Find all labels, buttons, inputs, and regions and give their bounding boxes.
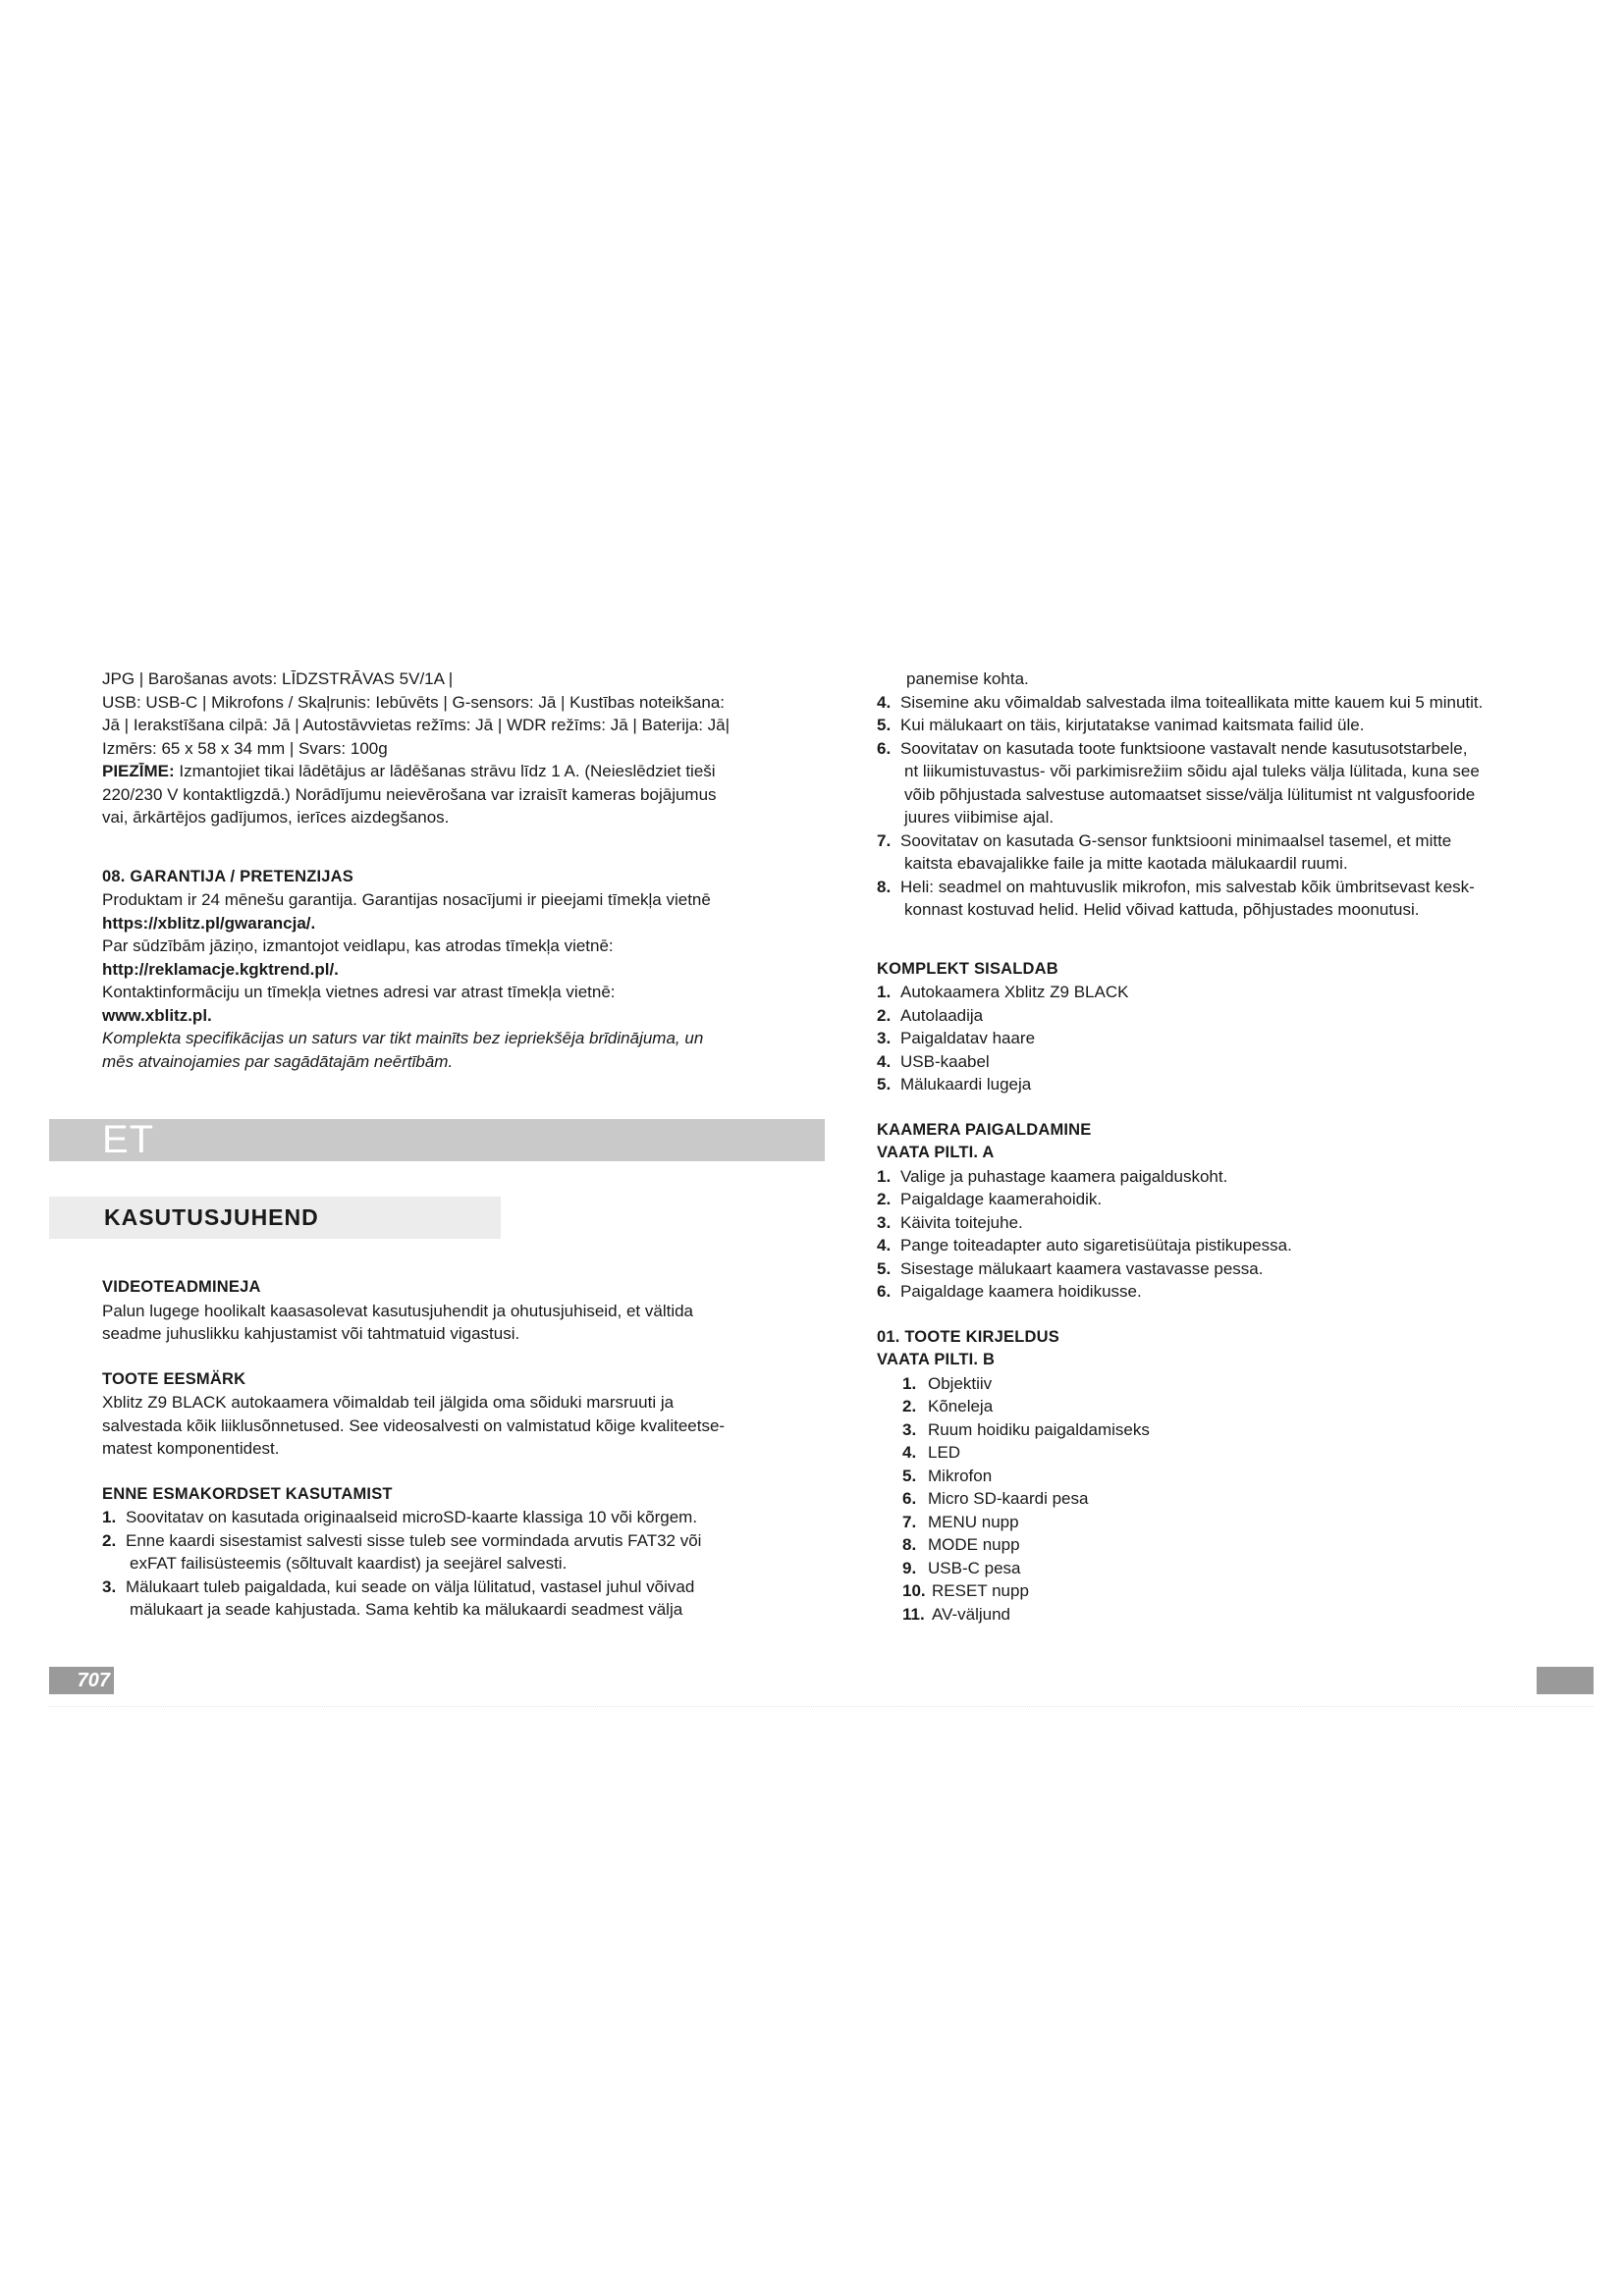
item-number: 5. [877, 1258, 892, 1278]
spacer [102, 1461, 780, 1483]
kit-heading: KOMPLEKT SISALDAB [877, 959, 1058, 978]
list-item [877, 1280, 1544, 1304]
list-item [902, 1441, 1544, 1465]
item-number: 3. [902, 1419, 917, 1439]
list-item [877, 829, 1544, 876]
list-item [877, 737, 1544, 829]
list-item [902, 1418, 1544, 1442]
list-item [102, 1575, 780, 1622]
list-item [902, 1557, 1544, 1580]
item-number: 5. [902, 1466, 917, 1485]
specs-line: Izmērs: 65 x 58 x 34 mm | Svars: 100g [102, 738, 388, 758]
item-text: Paigaldage kaamerahoidik. [900, 1190, 1103, 1208]
left-column-top [102, 667, 780, 1073]
item-text: nt liikumistuvastus- või parkimisrežiim sõidu ajal tuleks välja lülitada, kuna see [904, 762, 1480, 780]
list-item [877, 714, 1544, 737]
item-number: 3. [877, 1029, 892, 1047]
list-item [902, 1603, 1544, 1627]
spacer [877, 922, 1544, 944]
right-page-tab [1537, 1667, 1594, 1694]
complaint-text: Par sūdzībām jāziņo, izmantojot veidlapu, kas atrodas tīmekļa vietnē: [102, 936, 614, 955]
list-item [877, 1165, 1544, 1189]
item-number: 2. [902, 1397, 917, 1415]
item-number: 2. [102, 1530, 117, 1550]
language-code: ET [102, 1118, 155, 1161]
spacer [877, 1096, 1544, 1119]
item-text: Soovitatav on kasutada G-sensor funktsiooni minimaalsel tasemel, et mitte [900, 830, 1452, 850]
item-text: Pange toiteadapter auto sigaretisüütaja pistikupessa. [900, 1236, 1292, 1255]
warranty-section [102, 866, 780, 1074]
item-number: 2. [877, 1005, 892, 1025]
item-text: Heli: seadmel on mahtuvuslik mikrofon, mis salvestab kõik ümbritsevast kesk- [900, 877, 1475, 896]
specs-line: USB: USB-C | Mikrofons / Skaļrunis: Iebūvēts | G-sensors: Jā | Kustības noteikšana: [102, 692, 725, 712]
item-text: kaitsta ebavajalikke faile ja mitte kaotada mälukaardil ruumi. [904, 854, 1348, 873]
page-number-tab [49, 1667, 114, 1694]
parts-list [902, 1372, 1544, 1627]
item-text: AV-väljund [932, 1604, 1011, 1624]
list-item [902, 1465, 1544, 1488]
list-item [102, 1506, 780, 1529]
first-use-list [102, 1506, 780, 1622]
description-heading: 01. TOOTE KIRJELDUS [877, 1327, 1059, 1346]
kit-list [877, 981, 1544, 1096]
complaint-link[interactable]: http://reklamacje.kgktrend.pl/. [102, 959, 339, 979]
list-item [102, 1529, 780, 1575]
list-item [877, 1073, 1544, 1096]
right-column [877, 667, 1544, 1626]
item-text: MODE nupp [928, 1535, 1020, 1554]
item-text: juures viibimise ajal. [904, 808, 1055, 827]
manual-title-bar [49, 1197, 501, 1239]
item-number: 1. [877, 983, 892, 1001]
info-line: seadme juhuslikku kahjustamist või tahtmatuid vigastusi. [102, 1324, 520, 1343]
spacer [877, 1304, 1544, 1326]
list-item [902, 1395, 1544, 1418]
install-heading: KAAMERA PAIGALDAMINE [877, 1120, 1092, 1139]
item-number: 7. [877, 830, 892, 850]
purpose-heading: TOOTE EESMÄRK [102, 1369, 246, 1388]
item-text: Soovitatav on kasutada toote funktsioone vastavalt nende kasutusotstarbele, [900, 738, 1468, 758]
list-item [877, 1027, 1544, 1050]
warranty-link[interactable]: https://xblitz.pl/gwarancja/. [102, 913, 316, 933]
left-column-et [102, 1276, 780, 1622]
item-text: Mälukaardi lugeja [900, 1075, 1032, 1094]
list-item [877, 876, 1544, 922]
page-number: 707 [77, 1670, 110, 1691]
item-number: 1. [102, 1508, 117, 1526]
item-number: 4. [877, 1051, 892, 1071]
item-text: Paigaldatav haare [900, 1029, 1036, 1047]
item-number: 3. [877, 1212, 892, 1232]
item-text: mälukaart ja seade kahjustada. Sama kehtib ka mälukaardi seadmest välja [130, 1600, 683, 1619]
info-line: Palun lugege hoolikalt kaasasolevat kasutusjuhendit ja ohutusjuhiseid, et vältida [102, 1301, 694, 1320]
list-item [877, 1257, 1544, 1281]
footer-rule [49, 1706, 1594, 1707]
item-number: 11. [902, 1604, 925, 1624]
contact-link[interactable]: www.xblitz.pl. [102, 1005, 212, 1025]
note-line: vai, ārkārtējos gadījumos, ierīces aizdegšanos. [102, 808, 450, 827]
item-text: konnast kostuvad helid. Helid võivad kattuda, põhjustades moonutusi. [904, 900, 1420, 919]
list-item [877, 1234, 1544, 1257]
item-text: RESET nupp [932, 1581, 1029, 1600]
item-number: 1. [877, 1166, 892, 1186]
item-number: 6. [902, 1489, 917, 1508]
item-text: Mikrofon [928, 1466, 993, 1485]
list-item [902, 1487, 1544, 1511]
description-subheading: VAATA PILTI. B [877, 1351, 996, 1368]
contact-text: Kontaktinformāciju un tīmekļa vietnes adresi var atrast tīmekļa vietnē: [102, 983, 616, 1001]
item-text: Soovitatav on kasutada originaalseid microSD-kaarte klassiga 10 või kõrgem. [126, 1508, 698, 1526]
list-item [877, 1004, 1544, 1028]
item-number: 6. [877, 738, 892, 758]
item-text: MENU nupp [928, 1512, 1019, 1531]
continuation-text: panemise kohta. [906, 669, 1029, 688]
purpose-line: salvestada kõik liiklusõnnetused. See videosalvesti on valmistatud kõige kvaliteetse- [102, 1415, 726, 1435]
item-text: Ruum hoidiku paigaldamiseks [928, 1419, 1150, 1439]
warranty-text: Produktam ir 24 mēnešu garantija. Garantijas nosacījumi ir pieejami tīmekļa vietnē [102, 890, 711, 909]
notes-list [877, 691, 1544, 922]
spacer [877, 944, 1544, 958]
item-text: USB-kaabel [900, 1051, 990, 1071]
item-number: 7. [902, 1512, 917, 1531]
info-heading: VIDEOTEADMINEJA [102, 1278, 261, 1296]
install-list [877, 1165, 1544, 1304]
item-number: 6. [877, 1282, 892, 1301]
specs-line: JPG | Barošanas avots: LĪDZSTRĀVAS 5V/1A | [102, 669, 454, 688]
purpose-line: matest komponentidest. [102, 1439, 280, 1458]
note-line: 220/230 V kontaktligzdā.) Norādījumu neievērošana var izraisīt kameras bojājumus [102, 784, 717, 804]
manual-title: KASUTUSJUHEND [104, 1204, 319, 1230]
list-item [877, 691, 1544, 715]
item-number: 5. [877, 716, 892, 734]
list-item [902, 1533, 1544, 1557]
item-number: 9. [902, 1558, 917, 1577]
item-number: 3. [102, 1576, 117, 1596]
list-item [877, 981, 1544, 1004]
item-text: Autokaamera Xblitz Z9 BLACK [900, 983, 1129, 1001]
item-number: 8. [902, 1535, 917, 1554]
note-line [102, 760, 780, 783]
item-text: exFAT failisüsteemis (sõltuvalt kaardist) ja seejärel salvesti. [130, 1554, 568, 1573]
item-number: 4. [902, 1443, 917, 1462]
item-text: Kui mälukaart on täis, kirjutatakse vanimad kaitsmata failid üle. [900, 716, 1365, 734]
item-text: Micro SD-kaardi pesa [928, 1489, 1089, 1508]
item-text: Käivita toitejuhe. [900, 1212, 1023, 1232]
item-text: Objektiiv [928, 1373, 993, 1393]
item-number: 5. [877, 1075, 892, 1094]
note-label: PIEZĪME: [102, 762, 175, 780]
item-text: Kõneleja [928, 1397, 994, 1415]
install-subheading: VAATA PILTI. A [877, 1144, 995, 1161]
disclaimer-line: Komplekta specifikācijas un saturs var tikt mainīts bez iepriekšēja brīdinājuma, un [102, 1029, 704, 1047]
item-text: Autolaadija [900, 1005, 984, 1025]
warranty-heading: 08. GARANTIJA / PRETENZIJAS [102, 867, 354, 885]
item-text: Mälukaart tuleb paigaldada, kui seade on välja lülitatud, vastasel juhul võivad [126, 1576, 695, 1596]
item-text: võib põhjustada salvestuse automaatset sisse/välja lülitumist nt valgusfooride [904, 784, 1476, 804]
item-text: Sisemine aku võimaldab salvestada ilma toiteallikata mitte kauem kui 5 minutit. [900, 692, 1484, 712]
item-number: 4. [877, 1236, 892, 1255]
item-number: 8. [877, 877, 892, 896]
purpose-line: Xblitz Z9 BLACK autokaamera võimaldab teil jälgida oma sõiduki marsruuti ja [102, 1393, 675, 1412]
list-item [902, 1511, 1544, 1534]
item-number: 4. [877, 692, 892, 712]
item-text: LED [928, 1443, 961, 1462]
list-item [877, 1050, 1544, 1074]
spacer [102, 1346, 780, 1368]
list-item [902, 1579, 1544, 1603]
item-text: Paigaldage kaamera hoidikusse. [900, 1282, 1142, 1301]
first-use-heading: ENNE ESMAKORDSET KASUTAMIST [102, 1484, 393, 1503]
language-bar [49, 1119, 825, 1161]
item-number: 2. [877, 1190, 892, 1208]
disclaimer-line: mēs atvainojamies par sagādātajām neērtībām. [102, 1051, 454, 1071]
spacer [102, 852, 780, 866]
note-text: Izmantojiet tikai lādētājus ar lādēšanas strāvu līdz 1 A. (Neieslēdziet tieši [174, 762, 716, 780]
spacer [102, 829, 780, 852]
list-item [902, 1372, 1544, 1396]
list-item [877, 1188, 1544, 1211]
item-number: 1. [902, 1373, 917, 1393]
item-text: Enne kaardi sisestamist salvesti sisse tuleb see vormindada arvutis FAT32 või [126, 1530, 702, 1550]
item-text: Valige ja puhastage kaamera paigalduskoht. [900, 1166, 1228, 1186]
item-text: Sisestage mälukaart kaamera vastavasse pessa. [900, 1258, 1264, 1278]
item-number: 10. [902, 1581, 926, 1600]
specs-block [102, 667, 780, 829]
item-text: USB-C pesa [928, 1558, 1021, 1577]
list-item [877, 1211, 1544, 1235]
specs-line: Jā | Ierakstīšana cilpā: Jā | Autostāvvietas režīms: Jā | WDR režīms: Jā | Baterija: Jā| [102, 716, 731, 734]
